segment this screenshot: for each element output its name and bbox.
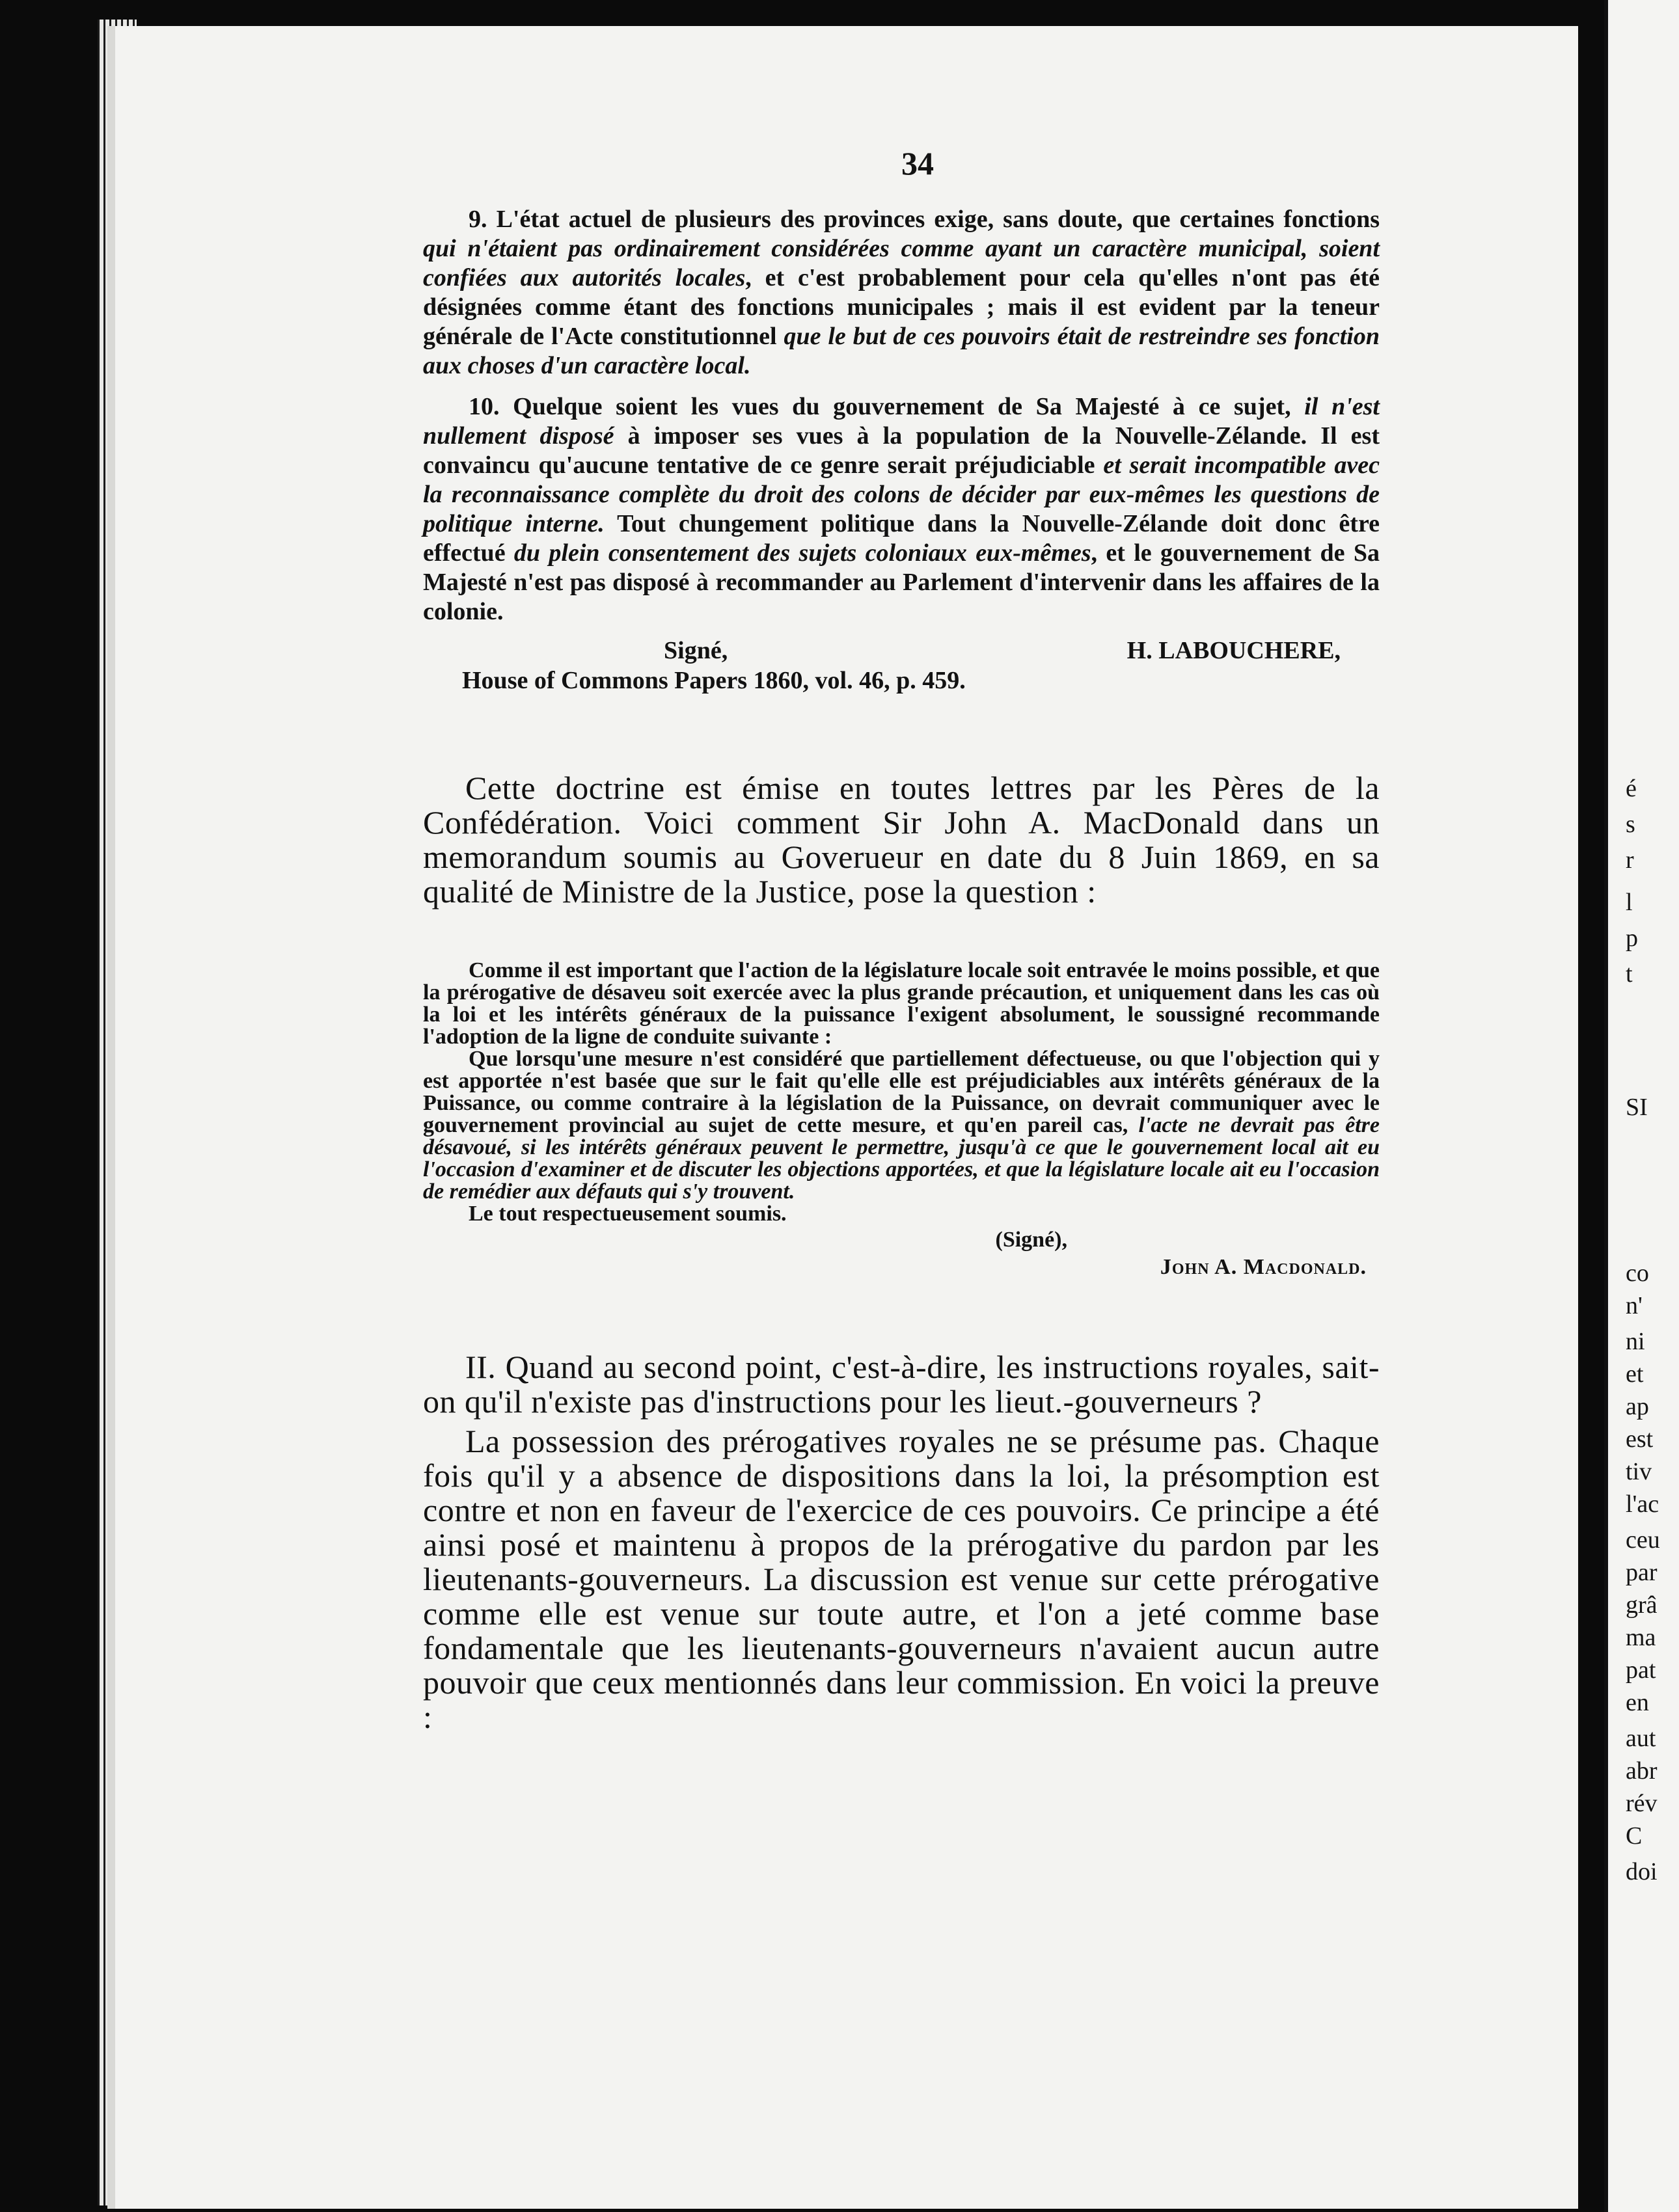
facing-page-fragment: pat [1626, 1656, 1656, 1684]
labouchere-signature [423, 636, 1380, 666]
facing-page-fragment: t [1626, 960, 1633, 988]
memo-signed-label: (Signé), [995, 1228, 1067, 1252]
facing-page-fragment: co [1626, 1260, 1649, 1287]
p9-text-1: 9. L'état actuel de plusieurs des provinces exige, sans doute, que certaines fonctions [469, 206, 1380, 233]
facing-page-fragment: doi [1626, 1858, 1658, 1885]
facing-page-fragment: l [1626, 889, 1633, 916]
memo-paragraph-1: Comme il est important que l'action de la législature locale soit entravée le moins possible, et que la prérogative de désaveu soit exercée avec la plus grande précaution, et uniquement dans les cas où la loi et les intérêts généraux de la puissance l'exigent absolument, le soussigné recommande l'adoption de la ligne de conduite suivante : [423, 958, 1380, 1049]
facing-page-fragment: ceu [1626, 1526, 1660, 1554]
facing-page-fragment: par [1626, 1559, 1658, 1586]
signed-label: Signé, [664, 637, 728, 664]
facing-page-fragment: r [1626, 846, 1634, 874]
quoted-dispatch [423, 205, 1380, 695]
facing-page-fragment: SI [1626, 1094, 1648, 1121]
p10-emphasis-1: il n'est nullement disposé [423, 393, 1380, 450]
doctrine-section [423, 771, 1380, 909]
p10-text-3: Tout chungement politique dans la Nouvelle-Zélande doit donc être effectué [423, 510, 1380, 567]
p10-text-4: , et le gouvernement de Sa Majesté n'est pas disposé à recommander au Parlement d'intervenir dans les affaires de la colonie. [423, 539, 1380, 625]
paragraph-doctrine: Cette doctrine est émise en toutes lettres par les Pères de la Confédération. Voici comment Sir John A. MacDonald dans un memorandum soumis au Goverueur en date du 8 Juin 1869, en sa qualité de Ministre de la Justice, pose la question : [423, 770, 1380, 910]
facing-page-fragment: ap [1626, 1393, 1649, 1420]
paragraph-possession: La possession des prérogatives royales ne se présume pas. Chaque fois qu'il y a absence de dispositions dans la loi, la présomption est contre et non en faveur de l'exercice de ces pouvoirs. Ce principe a été ainsi posé et maintenu à propos de la prérogative du pardon par les lieutenants-gouverneurs. La discussion est venue sur cette prérogative comme elle est venue sur toute autre, et l'on a jeté comme base fondamentale que les lieutenants-gouverneurs n'avaient aucun autre pouvoir que ceux mentionnés dans leur commission. En voici la preuve : [423, 1423, 1380, 1735]
facing-page-fragment: ma [1626, 1624, 1656, 1651]
p10-text-1: 10. Quelque soient les vues du gouvernement de Sa Majesté à ce sujet, [469, 393, 1305, 420]
p10-text-2: à imposer ses vues à la population de la Nouvelle-Zélande. Il est convaincu qu'aucune tentative de ce genre serait préjudiciable [423, 422, 1380, 479]
facing-page-fragment: en [1626, 1689, 1649, 1716]
facing-page-fragment: grâ [1626, 1591, 1658, 1619]
facing-page-fragment: est [1626, 1425, 1654, 1453]
paragraph-9 [423, 205, 1380, 381]
signatory-name: H. LABOUCHERE, [1126, 637, 1341, 664]
facing-page-fragment: abr [1626, 1757, 1658, 1785]
source-reference: House of Commons Papers 1860, vol. 46, p. 459. [462, 667, 966, 694]
facing-page-fragment: tiv [1626, 1458, 1652, 1485]
p9-emphasis-1: qui n'étaient pas ordinairement considérées comme ayant un caractère municipal, soient confiées aux autorités locales [423, 235, 1380, 291]
facing-page-fragment: ni [1626, 1328, 1645, 1355]
memo-closing: Le tout respectueusement soumis. [469, 1202, 787, 1226]
facing-page-fragment: C [1626, 1822, 1643, 1850]
memo-p2-text: Que lorsqu'une mesure n'est considéré que partiellement défectueuse, ou que l'objection qui y est apportée n'est basée que sur le fait qu'elle elle est préjudiciables aux intérêts généraux de la Puissance, ou comme contraire à la législation de la Puissance, on devrait communiquer avec le gouvernement provincial au sujet de cette mesure, et qu'en pareil cas, [423, 1047, 1380, 1137]
memo-paragraph-2 [423, 1048, 1380, 1203]
p10-emphasis-3: du plein consentement des sujets coloniaux eux-mêmes [513, 539, 1091, 567]
facing-page-fragment: é [1626, 775, 1637, 802]
paragraph-10 [423, 392, 1380, 627]
paragraph-II: II. Quand au second point, c'est-à-dire, les instructions royales, sait-on qu'il n'existe pas d'instructions pour les lieut.-gouverneurs ? [423, 1349, 1380, 1420]
macdonald-memorandum [423, 960, 1380, 1278]
facing-page-fragment: l'ac [1626, 1490, 1659, 1518]
p9-emphasis-2: que le but de ces pouvoirs était de restreindre ses fonction aux choses d'un caractère local. [423, 323, 1380, 379]
p9-text-2: , et c'est probablement pour cela qu'elles n'ont pas été désignées comme étant des fonctions municipales ; mais il est evident par la teneur générale de l'Acte constitutionnel [423, 264, 1380, 350]
facing-page-fragment: s [1626, 811, 1635, 838]
memo-p2-emphasis: l'acte ne devrait pas être désavoué, si les intérêts généraux peuvent le permettre, jusqu'à ce que le gouvernement local ait eu l'occasion d'examiner et de discuter les objections apportées, et que la législature locale ait eu l'occasion de remédier aux défauts qui s'y trouvent. [423, 1113, 1380, 1204]
facing-page-fragment: et [1626, 1360, 1644, 1388]
facing-page-fragment: rév [1626, 1790, 1658, 1817]
facing-page-fragment: n' [1626, 1292, 1643, 1319]
second-point-section [423, 1350, 1380, 1734]
facing-page-fragment: aut [1626, 1725, 1656, 1752]
memo-signatory-name: John A. Macdonald. [1160, 1255, 1367, 1279]
page-number: 34 [901, 145, 934, 182]
p10-emphasis-2: et serait incompatible avec la reconnaissance complète du droit des colons de décider par eux-mêmes les questions de politique interne. [423, 452, 1380, 537]
facing-page-fragment: p [1626, 924, 1638, 952]
